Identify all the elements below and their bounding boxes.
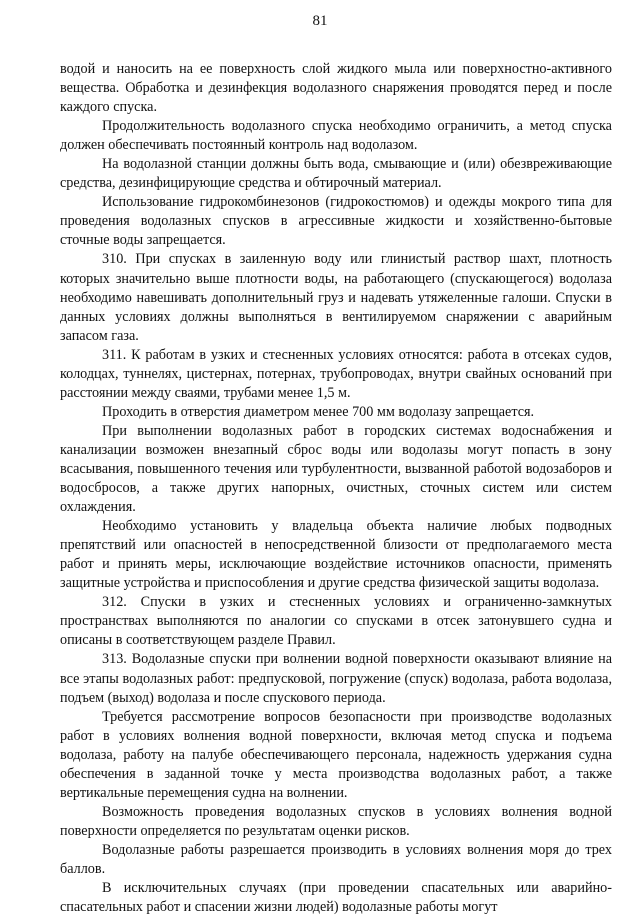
paragraph: Водолазные работы разрешается производить в условиях волнения моря до трех баллов.: [60, 841, 612, 877]
paragraph: Требуется рассмотрение вопросов безопасности при производстве водолазных работ в условиях волнения водной поверхности, включая метод спуска и подъема водолаза, работу на палубе обеспечивающего персонала, надежность удержания судна обеспечения в заданной точке у места производства водолазных работ, а также вертикальные перемещения судна на волнении.: [60, 708, 612, 801]
page-number: 81: [312, 13, 328, 29]
paragraph: Проходить в отверстия диаметром менее 700 мм водолазу запрещается.: [102, 403, 535, 420]
paragraph: водой и наносить на ее поверхность слой жидкого мыла или поверхностно-активного вещества. Обработка и дезинфекция водолазного снаряжения проводятся перед и после каждого спуска.: [60, 61, 612, 116]
paragraph: При выполнении водолазных работ в городских системах водоснабжения и канализации возможен внезапный сброс воды или водолазы могут попасть в зону всасывания, повышенного течения или турбулентности, вызванной работой водозаборов и водосбросов, а также других напорных, очистных, сточных систем или систем охлаждения.: [60, 422, 612, 516]
paragraph: На водолазной станции должны быть вода, смывающие и (или) обезвреживающие средства, дезинфицирующие средства и обтирочный материал.: [60, 156, 612, 192]
paragraph: В исключительных случаях (при проведении спасательных или аварийно-спасательных работ и спасении жизни людей) водолазные работы могут: [60, 880, 612, 916]
document-body: [60, 60, 612, 917]
paragraph-311: 311. К работам в узких и стесненных условиях относятся: работа в отсеках судов, колодцах, туннелях, цистернах, потернах, трубопроводах, внутри свайных оснований при расстоянии между сваями, трубами менее 1,5 м.: [60, 346, 612, 401]
paragraph-310: 310. При спусках в заиленную воду или глинистый раствор шахт, плотность которых значительно выше плотности воды, на работающего (спускающегося) водолаза необходимо навешивать дополнительный груз и надевать утяжеленные галоши. Спуски в данных условиях должны выполняться в вентилируемом снаряжении с аварийным запасом газа.: [60, 251, 612, 344]
paragraph-313: 313. Водолазные спуски при волнении водной поверхности оказывают влияние на все этапы водолазных работ: предпусковой, погружение (спуск) водолаза, работа водолаза, подъем (выход) водолаза и после спускового периода.: [60, 651, 612, 706]
paragraph: Продолжительность водолазного спуска необходимо ограничить, а метод спуска должен обеспечивать постоянный контроль над водолазом.: [60, 118, 612, 154]
paragraph: Необходимо установить у владельца объекта наличие любых подводных препятствий или опасностей в непосредственной близости от предполагаемого места работ и принять меры, исключающие воздействие источников опасности, применять защитные устройства и приспособления и другие средства физической защиты водолаза.: [60, 518, 612, 592]
paragraph: Использование гидрокомбинезонов (гидрокостюмов) и одежды мокрого типа для проведения водолазных спусков в агрессивные жидкости и хозяйственно-бытовые сточные воды запрещается.: [60, 194, 612, 249]
paragraph-312: 312. Спуски в узких и стесненных условиях и ограниченно-замкнутых пространствах выполняются по аналогии со спусками в отсек затонувшего судна и описаны в соответствующем разделе Правил.: [60, 594, 612, 649]
paragraph: Возможность проведения водолазных спусков в условиях волнения водной поверхности определяется по результатам оценки рисков.: [60, 803, 612, 839]
